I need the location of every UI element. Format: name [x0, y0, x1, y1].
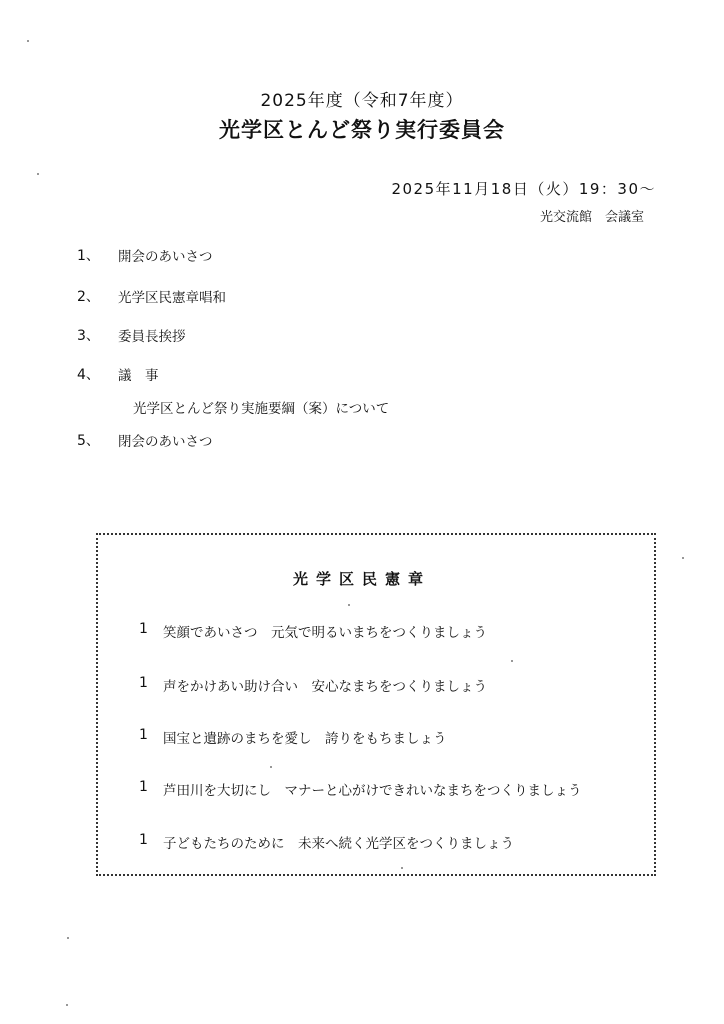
scan-speck: [270, 766, 272, 768]
agenda-text: 閉会のあいさつ: [118, 434, 213, 450]
scan-speck: [37, 173, 39, 175]
scan-speck: [401, 867, 403, 869]
agenda-number: 1、: [77, 248, 100, 264]
charter-text: 笑顔であいさつ 元気で明るいまちをつくりましょう: [163, 625, 487, 641]
scan-speck: [67, 937, 69, 939]
agenda-text: 光学区民憲章唱和: [118, 290, 226, 306]
charter-text: 国宝と遺跡のまちを愛し 誇りをもちましょう: [163, 731, 447, 747]
scan-speck: [511, 660, 513, 662]
meeting-venue: 光交流館 会議室: [539, 210, 644, 225]
charter-text: 声をかけあい助け合い 安心なまちをつくりましょう: [163, 679, 487, 695]
charter-number: 1: [139, 727, 148, 743]
charter-number: 1: [139, 779, 148, 795]
scan-speck: [66, 1004, 68, 1006]
agenda-sub-item: 光学区とんど祭り実施要綱（案）について: [133, 401, 390, 417]
scan-speck: [682, 557, 684, 559]
charter-number: 1: [139, 832, 148, 848]
document-title: 光学区とんど祭り実行委員会: [219, 118, 505, 142]
agenda-number: 5、: [77, 433, 100, 449]
meeting-datetime: 2025年11月18日（火）19：30～: [391, 180, 656, 198]
agenda-number: 4、: [77, 367, 100, 383]
scan-speck: [348, 604, 350, 606]
scan-speck: [27, 40, 29, 42]
agenda-number: 2、: [77, 289, 100, 305]
charter-title: 光学区民憲章: [292, 570, 431, 588]
fiscal-year: 2025年度（令和7年度）: [260, 91, 464, 111]
agenda-text: 議 事: [118, 368, 159, 384]
charter-text: 芦田川を大切にし マナーと心がけできれいなまちをつくりましょう: [163, 783, 582, 799]
charter-number: 1: [139, 621, 148, 637]
agenda-number: 3、: [77, 328, 100, 344]
charter-number: 1: [139, 675, 148, 691]
agenda-text: 開会のあいさつ: [118, 249, 213, 265]
agenda-text: 委員長挨拶: [118, 329, 186, 345]
charter-text: 子どもたちのために 未来へ続く光学区をつくりましょう: [163, 836, 514, 852]
